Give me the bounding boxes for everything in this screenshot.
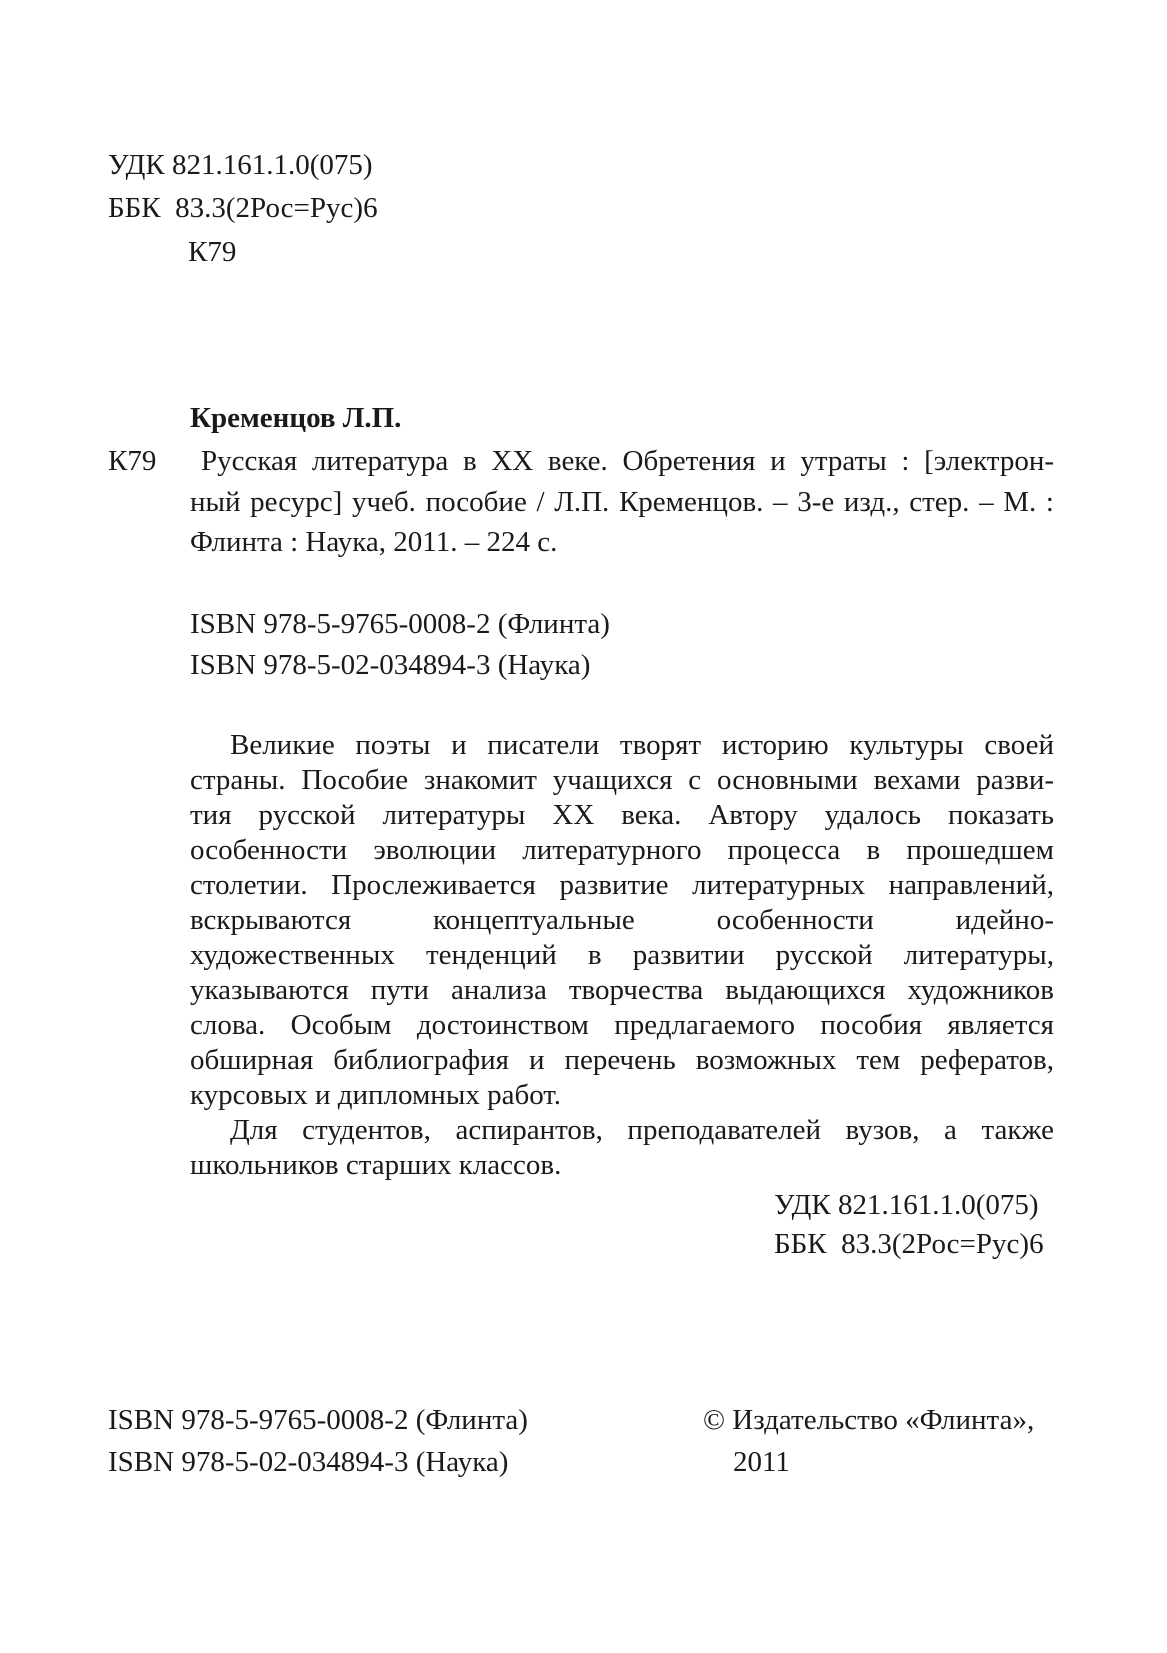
annotation-line-1: Великие поэты и писатели творят историю культуры своей xyxy=(230,729,1054,761)
annotation-line-11: курсовых и дипломных работ. xyxy=(190,1079,562,1111)
copyright-notice: © Издательство «Флинта», xyxy=(703,1404,1035,1436)
annotation-line-5: столетии. Прослеживается развитие литературных направлений, xyxy=(190,869,1054,901)
audience-line-2: школьников старших классов. xyxy=(190,1149,562,1181)
annotation-line-10: обширная библиография и перечень возможных тем рефератов, xyxy=(190,1044,1054,1076)
udk-code-top: УДК 821.161.1.0(075) xyxy=(108,149,373,181)
bbk-code-bottom: ББК 83.3(2Рос=Рус)6 xyxy=(774,1228,1044,1260)
annotation-line-6: вскрываются концептуальные особенности идейно- xyxy=(190,904,1054,936)
annotation-line-4: особенности эволюции литературного процесса в прошедшем xyxy=(190,834,1054,866)
footer-isbn-flinta: ISBN 978-5-9765-0008-2 (Флинта) xyxy=(108,1404,528,1436)
audience-line-1: Для студентов, аспирантов, преподавателей вузов, а также xyxy=(230,1114,1054,1146)
udk-code-bottom: УДК 821.161.1.0(075) xyxy=(774,1189,1039,1221)
description-line-3: Флинта : Наука, 2011. – 224 с. xyxy=(190,526,558,558)
annotation-line-8: указываются пути анализа творчества выдающихся художников xyxy=(190,974,1054,1006)
annotation-line-9: слова. Особым достоинством предлагаемого пособия является xyxy=(190,1009,1054,1041)
annotation-line-2: страны. Пособие знакомит учащихся с основными вехами разви- xyxy=(190,764,1054,796)
copyright-year: 2011 xyxy=(733,1446,790,1478)
isbn-flinta: ISBN 978-5-9765-0008-2 (Флинта) xyxy=(190,608,610,640)
footer-isbn-nauka: ISBN 978-5-02-034894-3 (Наука) xyxy=(108,1446,509,1478)
annotation-line-7: художественных тенденций в развитии русской литературы, xyxy=(190,939,1054,971)
description-line-2: ный ресурс] учеб. пособие / Л.П. Кременцов. – 3-е изд., стер. – М. : xyxy=(190,486,1054,518)
description-line-1: Русская литература в ХХ веке. Обретения и утраты : [электрон- xyxy=(201,445,1054,477)
author-name: Кременцов Л.П. xyxy=(190,402,402,434)
bbk-code-top: ББК 83.3(2Рос=Рус)6 xyxy=(108,192,378,224)
author-sign-top: К79 xyxy=(188,236,237,268)
annotation-line-3: тия русской литературы ХХ века. Автору удалось показать xyxy=(190,799,1054,831)
isbn-nauka: ISBN 978-5-02-034894-3 (Наука) xyxy=(190,649,591,681)
entry-code: К79 xyxy=(108,445,157,477)
